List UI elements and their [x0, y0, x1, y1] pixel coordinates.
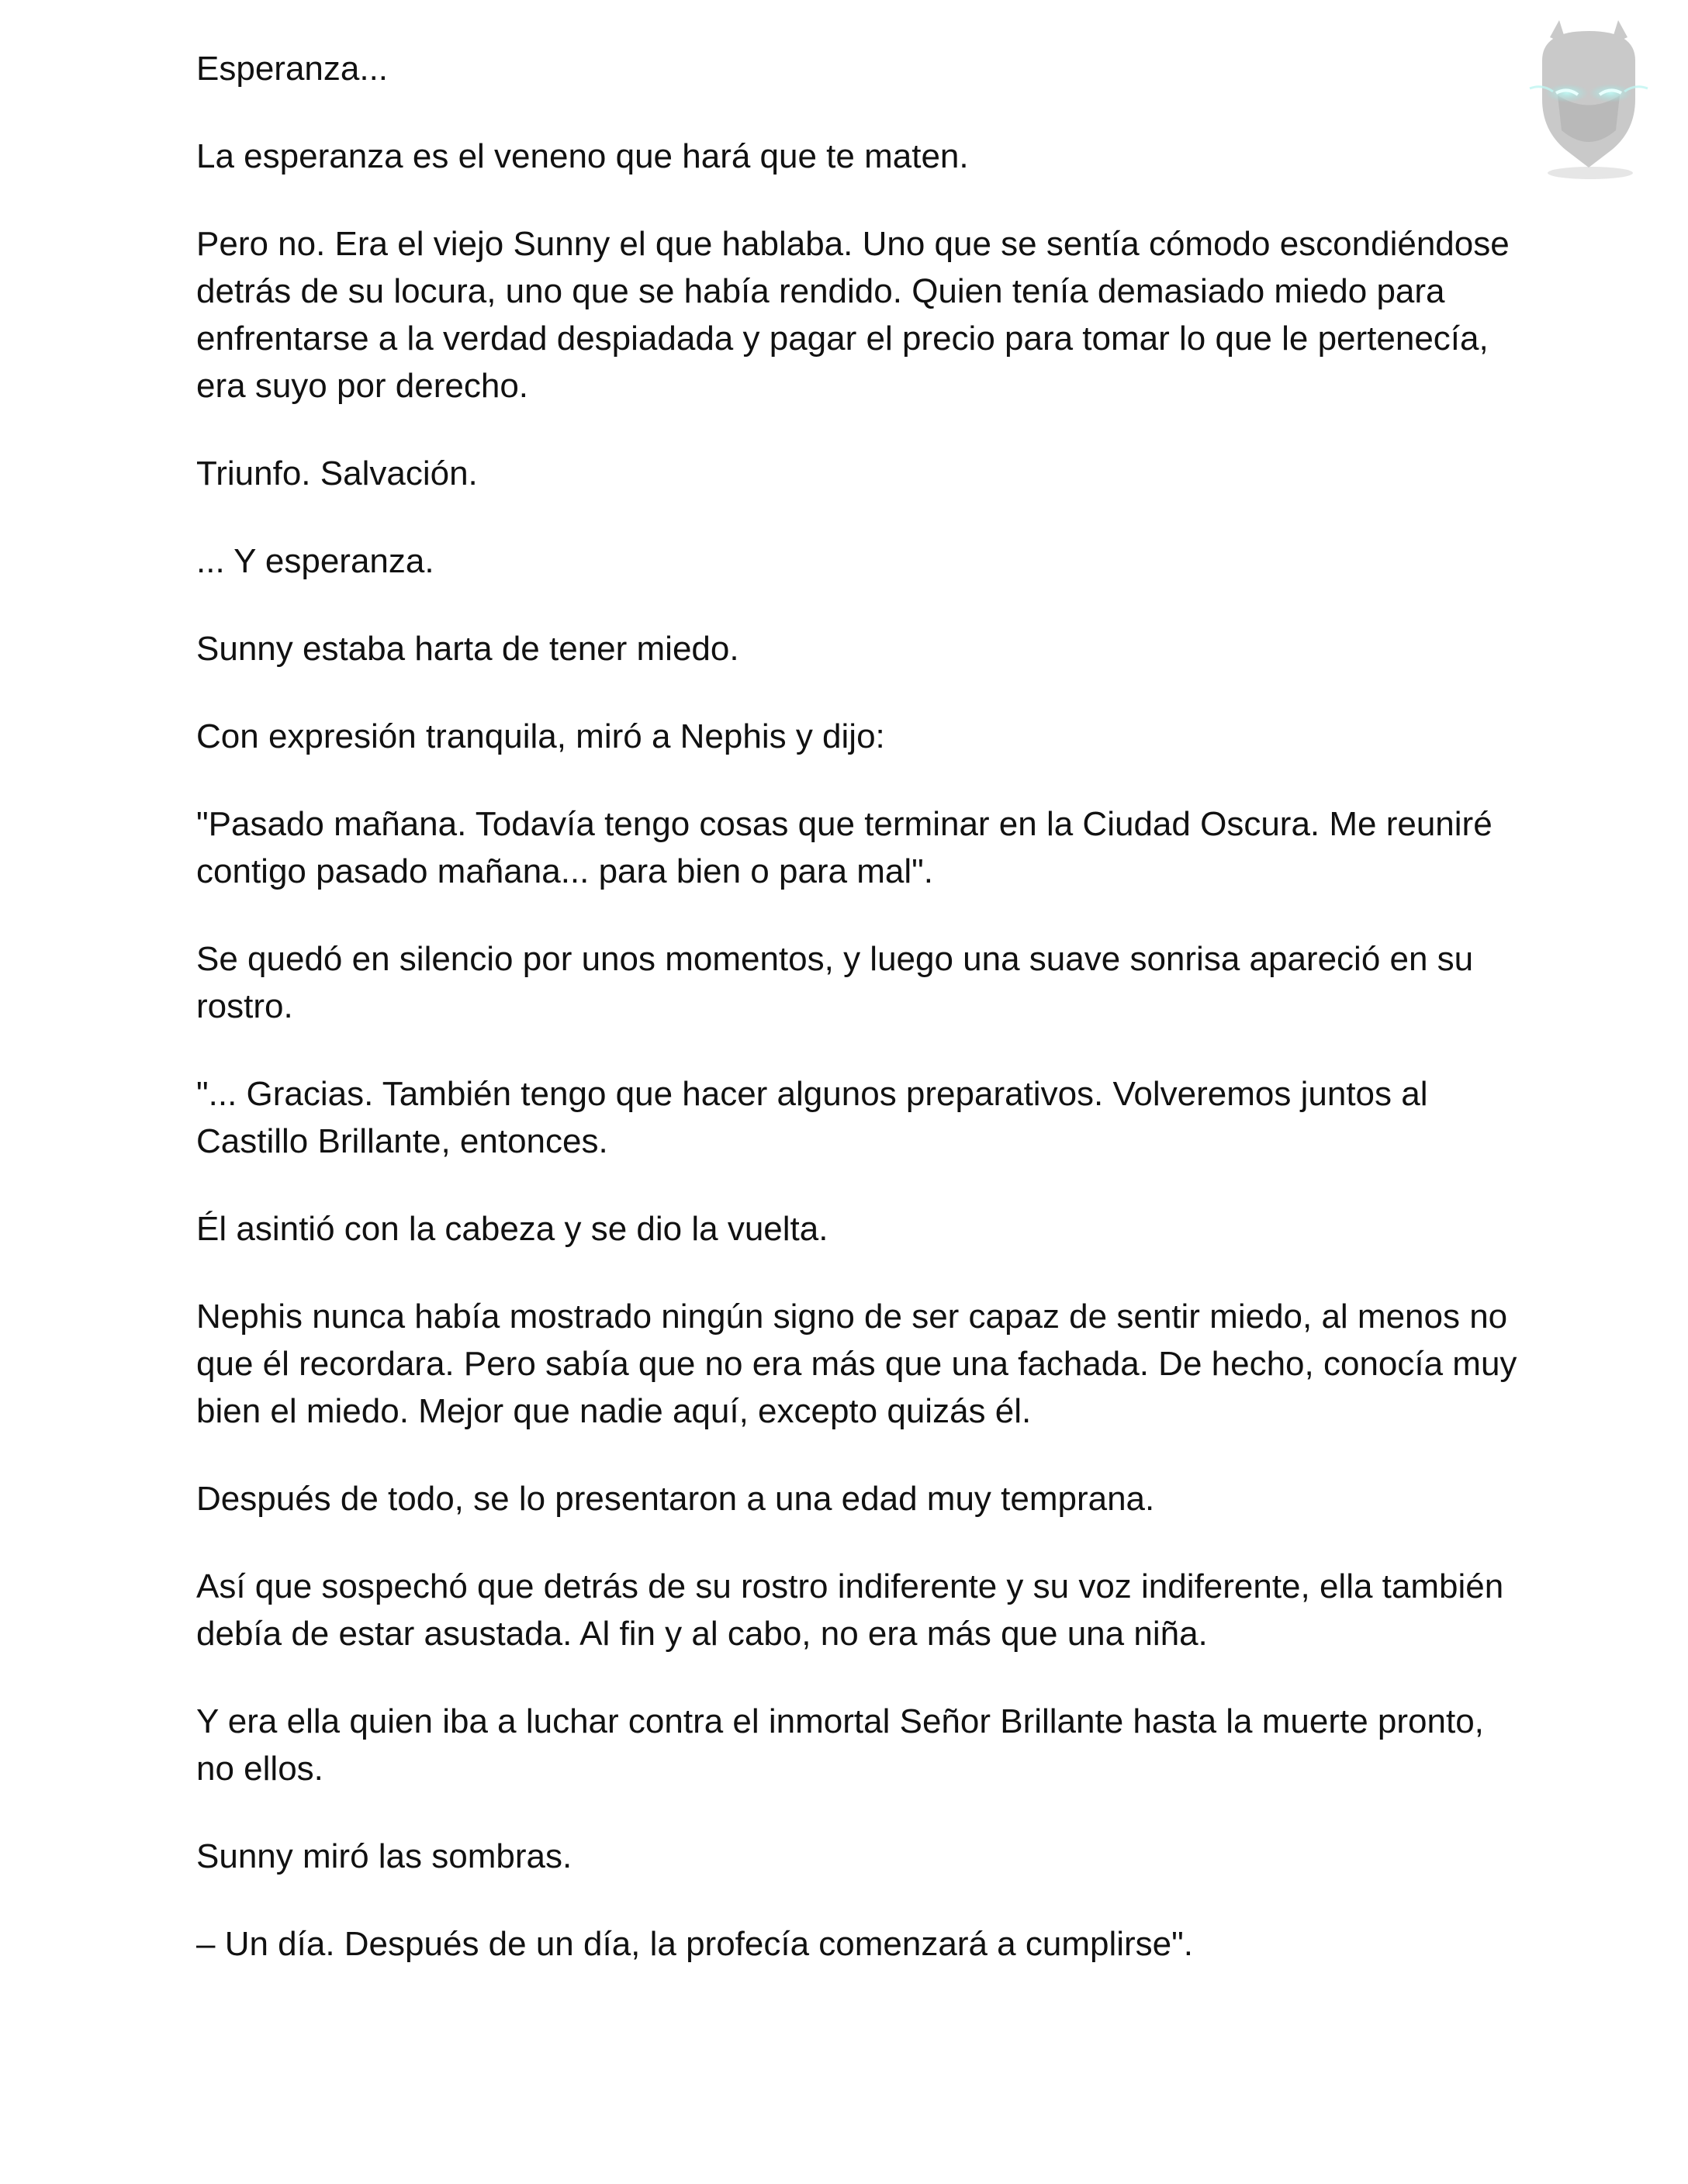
paragraph: Esperanza... [196, 50, 389, 88]
paragraph: Se quedó en silencio por unos momentos, y luego una suave sonrisa apareció en su rostro. [196, 940, 1474, 1025]
demon-head-logo-icon [1519, 14, 1659, 185]
paragraph: – Un día. Después de un día, la profecía comenzará a cumplirse". [196, 1925, 1193, 1963]
paragraph: Con expresión tranquila, miró a Nephis y dijo: [196, 717, 885, 755]
paragraph: "Pasado mañana. Todavía tengo cosas que terminar en la Ciudad Oscura. Me reuniré contigo pasado mañana... para bien o para mal". [196, 805, 1493, 890]
paragraph: Sunny miró las sombras. [196, 1837, 572, 1875]
document-body [196, 45, 1531, 2008]
paragraph: Sunny estaba harta de tener miedo. [196, 630, 739, 668]
paragraph: Así que sospechó que detrás de su rostro indiferente y su voz indiferente, ella también debía de estar asustada. Al fin y al cabo, no era más que una niña. [196, 1567, 1504, 1653]
paragraph: Después de todo, se lo presentaron a una edad muy temprana. [196, 1480, 1155, 1518]
paragraph: La esperanza es el veneno que hará que te maten. [196, 137, 969, 175]
paragraph: Nephis nunca había mostrado ningún signo de ser capaz de sentir miedo, al menos no que él recordara. Pero sabía que no era más que una fachada. De hecho, conocía muy bien el miedo. Mejor que nadie aquí, excepto quizás él. [196, 1298, 1517, 1430]
paragraph: "... Gracias. También tengo que hacer algunos preparativos. Volveremos juntos al Castillo Brillante, entonces. [196, 1075, 1428, 1160]
paragraph: Pero no. Era el viejo Sunny el que hablaba. Uno que se sentía cómodo escondiéndose detrás de su locura, uno que se había rendido. Quien tenía demasiado miedo para enfrentarse a la verdad despiadada y pagar el precio para tomar lo que le pertenecía, era suyo por derecho. [196, 225, 1510, 405]
paragraph: Triunfo. Salvación. [196, 454, 478, 492]
paragraph: Él asintió con la cabeza y se dio la vuelta. [196, 1210, 828, 1248]
paragraph: Y era ella quien iba a luchar contra el inmortal Señor Brillante hasta la muerte pronto, no ellos. [196, 1702, 1484, 1788]
paragraph: ... Y esperanza. [196, 542, 434, 580]
